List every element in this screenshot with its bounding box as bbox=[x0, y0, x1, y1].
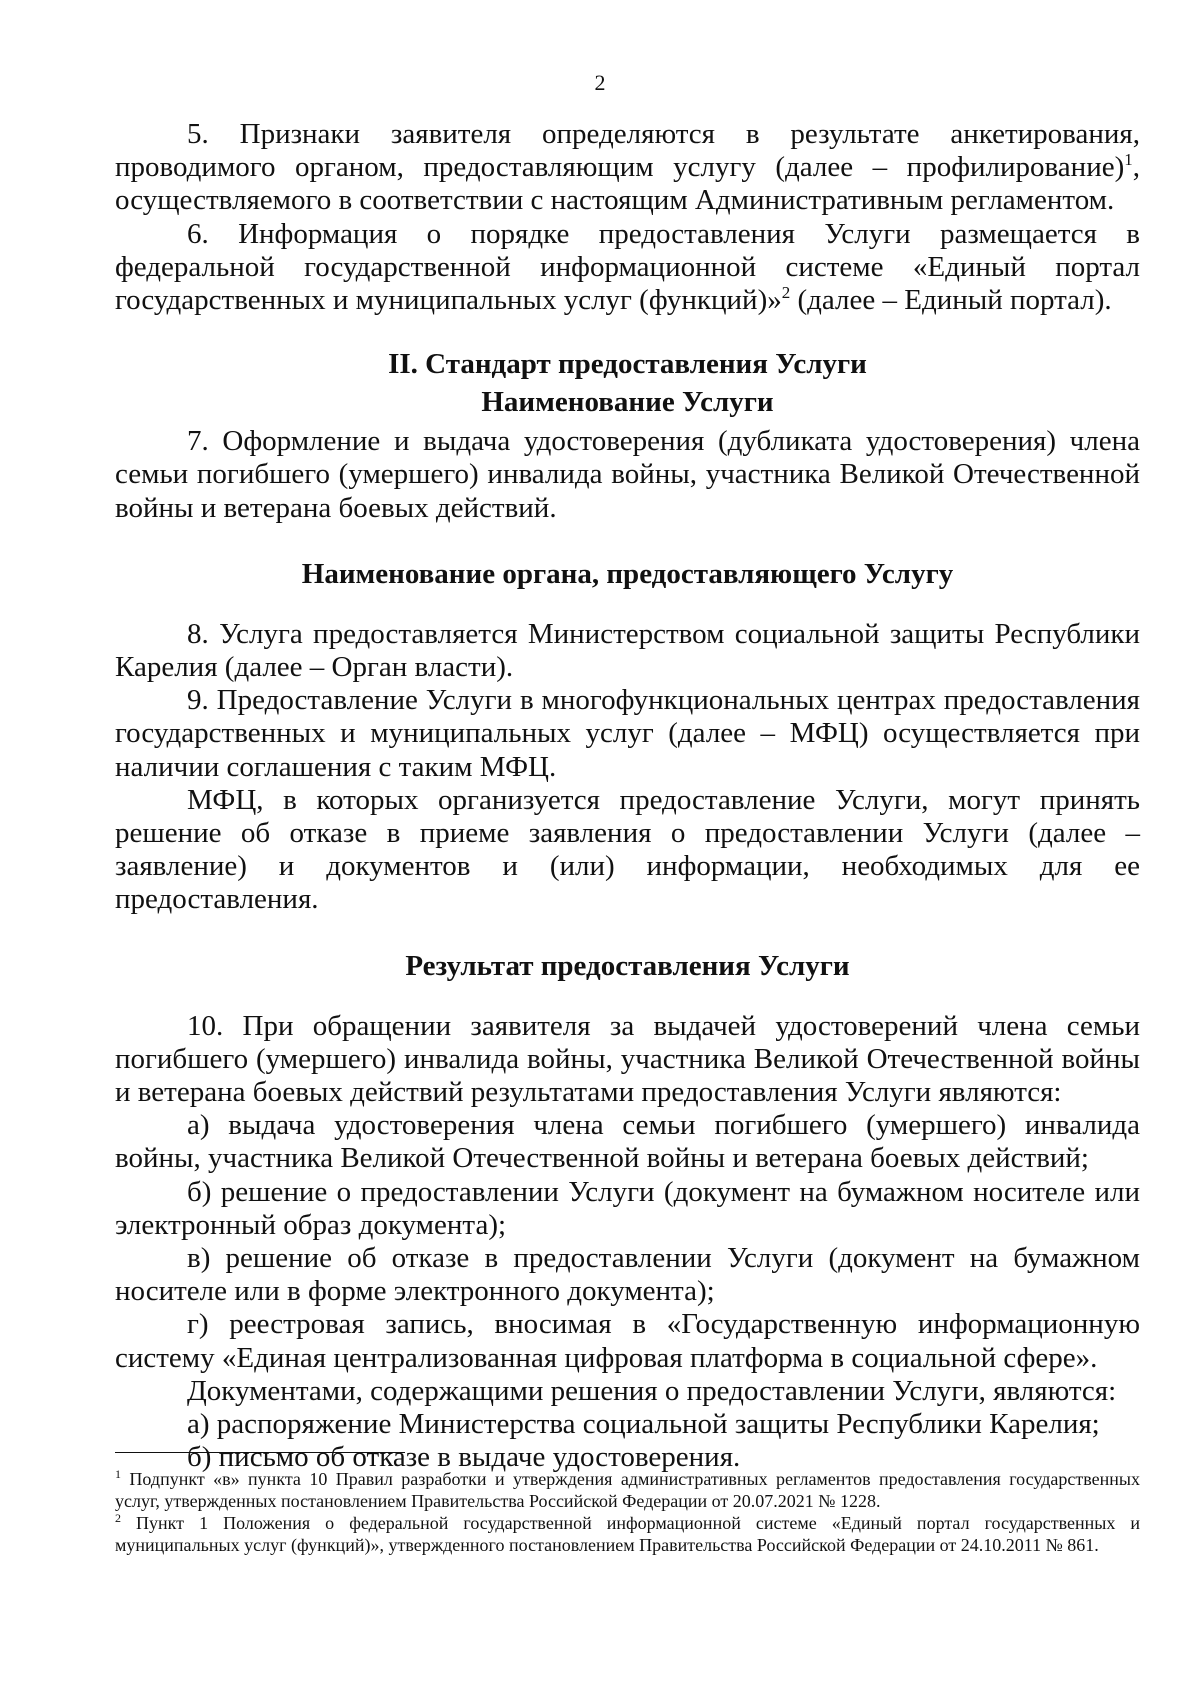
heading-result: Результат предоставления Услуги bbox=[405, 949, 850, 982]
paragraph-5: 5. Признаки заявителя определяются в результате анкетирования, проводимого органом, предоставляющим услугу (далее – профилирование)$^1$, осуществляемого в соответствии с настоящим Административным регламентом. bbox=[115, 118, 1140, 217]
result-item-v: в) решение об отказе в предоставлении Услуги (документ на бумажном носителе или в форме электронного документа); bbox=[115, 1242, 1140, 1308]
result-item-a: а) выдача удостоверения члена семьи погибшего (умершего) инвалида войны, участника Великой Отечественной войны и ветерана боевых действий; bbox=[115, 1109, 1140, 1175]
page-number: 2 bbox=[594, 70, 606, 95]
footnote-2: $^2$ Пункт 1 Положения о федеральной государственной информационной системе «Единый портал государственных и муниципальных услуг (функций)», утвержденного постановлением Правительства Российской Федерации от 24.10.2011 № 861. bbox=[115, 1511, 1140, 1555]
result-item-g: г) реестровая запись, вносимая в «Государственную информационную систему «Единая централизованная цифровая платформа в социальной сфере». bbox=[115, 1308, 1140, 1374]
doc-item-a: а) распоряжение Министерства социальной защиты Республики Карелия; bbox=[187, 1408, 1100, 1441]
paragraph-mfc: МФЦ, в которых организуется предоставление Услуги, могут принять решение об отказе в приеме заявления о предоставлении Услуги (далее – заявление) и документов и (или) информации, необходимых для ее предоставления. bbox=[115, 783, 1140, 916]
result-item-b: б) решение о предоставлении Услуги (документ на бумажном носителе или электронный образ документа); bbox=[115, 1175, 1140, 1241]
heading-organ: Наименование органа, предоставляющего Услугу bbox=[301, 557, 954, 590]
document-body bbox=[115, 118, 1140, 1475]
heading-service-name: Наименование Услуги bbox=[481, 386, 774, 419]
doc-item-b: б) письмо об отказе в выдаче удостоверения. bbox=[187, 1441, 741, 1474]
paragraph-10: 10. При обращении заявителя за выдачей удостоверений члена семьи погибшего (умершего) инвалида войны, участника Великой Отечественной войны и ветерана боевых действий результатами предоставления Услуги являются: bbox=[115, 1009, 1140, 1109]
footnote-1: $^1$ Подпункт «в» пункта 10 Правил разработки и утверждения административных регламентов предоставления государственных услуг, утвержденных постановлением Правительства Российской Федерации от 20.07.2021 № 1228. bbox=[115, 1467, 1140, 1511]
paragraph-docs: Документами, содержащими решения о предоставлении Услуги, являются: bbox=[187, 1374, 1117, 1407]
footnotes bbox=[115, 1468, 1140, 1556]
footnote-ref-2: 2 bbox=[781, 283, 791, 303]
paragraph-9: 9. Предоставление Услуги в многофункциональных центрах предоставления государственных и муниципальных услуг (далее – МФЦ) осуществляется при наличии соглашения с таким МФЦ. bbox=[115, 684, 1140, 783]
footnote-ref-1: 1 bbox=[1124, 150, 1133, 170]
paragraph-8: 8. Услуга предоставляется Министерством социальной защиты Республики Карелия (далее – Орган власти). bbox=[115, 617, 1140, 684]
section-title: II. Стандарт предоставления Услуги bbox=[388, 348, 867, 381]
footnote-divider bbox=[115, 1452, 405, 1453]
paragraph-7: 7. Оформление и выдача удостоверения (дубликата удостоверения) члена семьи погибшего (умершего) инвалида войны, участника Великой Отечественной войны и ветерана боевых действий. bbox=[115, 425, 1140, 524]
paragraph-6: 6. Информация о порядке предоставления Услуги размещается в федеральной государственной информационной системе «Единый портал государственных и муниципальных услуг (функций)»$^2$ (далее – Единый портал). bbox=[115, 217, 1140, 317]
